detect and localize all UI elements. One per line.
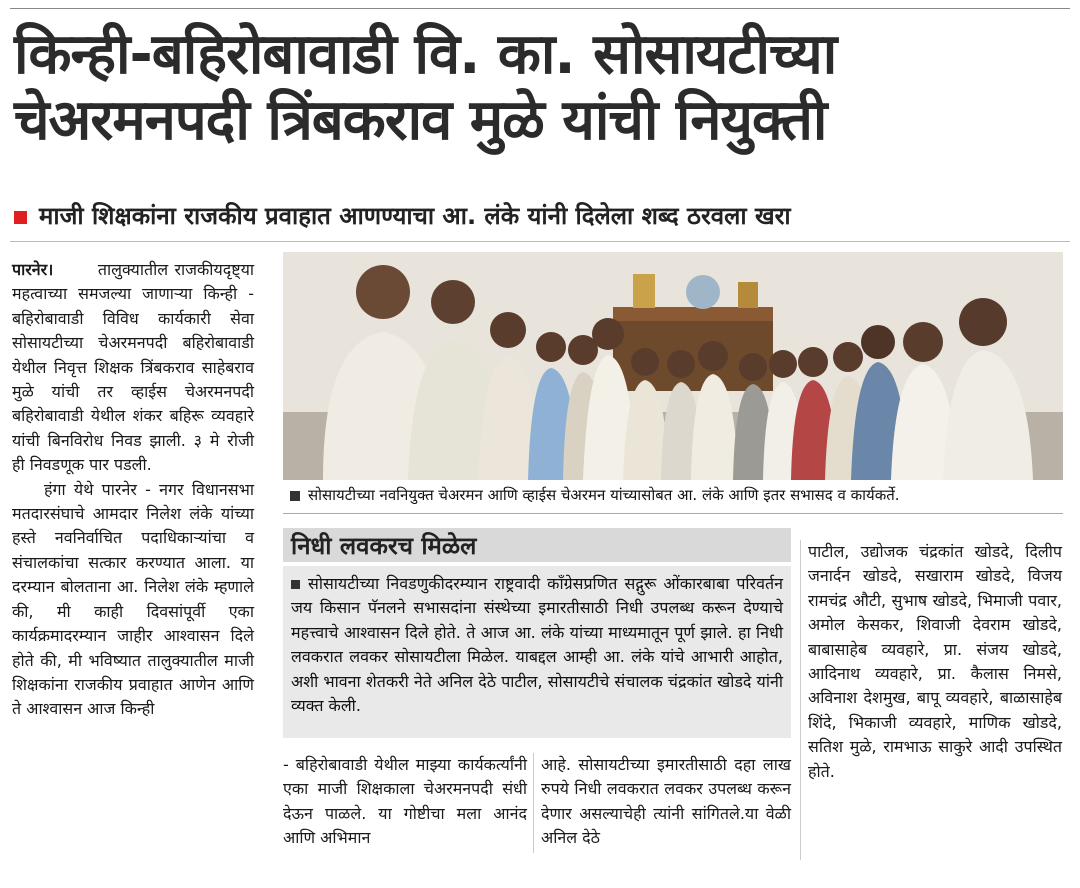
headline-line-1: किन्ही-बहिरोबावाडी वि. का. सोसायटीच्या (14, 22, 837, 87)
article-column-right (808, 540, 1062, 784)
article-paragraph-2: हंगा येथे पारनेर - नगर विधानसभा मतदारसंघाचे आमदार निलेश लंके यांच्या हस्ते नवनिर्वाचित पदाधिकाऱ्यांचा व संचालकांचा सत्कार करण्यात आला. या दरम्यान बोलताना आ. निलेश लंके म्हणाले की, मी काही दिवसांपूर्वी एका कार्यक्रमादरम्यान जाहीर आश्वासन दिले होते की, मी भविष्यात तालुक्यातील माजी शिक्षकांना राजकीय प्रवाहात आणेन आणि ते आश्वासन आज किन्ही (12, 479, 254, 719)
article-column-mid-2 (541, 753, 791, 851)
article-mid-1-text: - बहिरोबावाडी येथील माझ्या कार्यकर्त्यांनी एका माजी शिक्षकाला चेअरमनपदी संधी देऊन पाळले. या गोष्टीचा मला आनंद आणि अभिमान (283, 755, 527, 848)
caption-rule (283, 513, 1063, 514)
article-right-text: पाटील, उद्योजक चंद्रकांत खोडदे, दिलीप जनार्दन खोडदे, सखाराम खोडदे, विजय रामचंद्र औटी, सुभाष खोडदे, भिमाजी पवार, अमोल केसकर, शिवाजी देवराम खोडदे, बाबासाहेब व्यवहारे, प्रा. संजय खोडदे, आदिनाथ व्यवहारे, प्रा. कैलास निमसे, अविनाश देशमुख, बापू व्यवहारे, बाळासाहेब शिंदे, भिकाजी व्यवहारे, माणिक खोडदे, सतिश मुळे, रामभाऊ साकुरे आदी उपस्थित होते. (808, 542, 1062, 781)
sidebar-box-heading-text: निधी लवकरच मिळेल (291, 532, 477, 560)
article-paragraph-1: तालुक्यातील राजकीयदृष्ट्या महत्वाच्या समजल्या जाणाऱ्या किन्ही - बहिरोबावाडी विविध कार्यकारी सेवा सोसायटीच्या चेअरमनपदी बहिरोबावाडी येथील निवृत्त शिक्षक त्रिंबकराव साहेबराव मुळे यांची तर व्हाईस चेअरमनपदी बहिरोबावाडी येथील शंकर बहिरू व्यवहारे यांची बिनविरोध निवड झाली. ३ मे रोजी ही निवडणूक पार पडली. (12, 260, 254, 475)
column-divider (800, 540, 801, 860)
sidebar-box-text: सोसायटीच्या निवडणुकीदरम्यान राष्ट्रवादी काँग्रेसप्रणित सद्गुरू ओंकारबाबा परिवर्तन जय किसान पॅनलने सभासदांना संस्थेच्या इमारतीसाठी निधी उपलब्ध करून देण्याचे महत्त्वाचे आश्वासन दिले होते. ते आज आ. लंके यांच्या माध्यमातून पूर्ण झाले. हा निधी लवकरात लवकर सोसायटीला मिळेल. याबद्दल आम्ही आ. लंके यांचे आभारी आहोत, अशी भावना शेतकरी नेते अनिल देठे पाटील, सोसायटीचे संचालक चंद्रकांत खोडदे यांनी व्यक्त केली. (291, 574, 783, 716)
box-square-bullet-icon (291, 580, 300, 589)
photo-caption (290, 484, 1070, 506)
subheadline-rule (10, 241, 1070, 242)
caption-square-bullet-icon (290, 491, 300, 501)
top-rule (10, 8, 1070, 9)
sidebar-box-heading (283, 528, 791, 562)
sidebar-box (283, 566, 791, 738)
article-mid-2-text: आहे. सोसायटीच्या इमारतीसाठी दहा लाख रुपये निधी लवकरात लवकर उपलब्ध करून देणार असल्याचेही त्यांनी सांगितले.या वेळी अनिल देठे (541, 755, 791, 848)
column-divider (533, 753, 534, 853)
group-photo-illustration (283, 252, 1063, 480)
subheadline (14, 200, 1074, 232)
headline (14, 22, 1074, 154)
red-square-bullet-icon (14, 211, 27, 224)
headline-line-2: चेअरमनपदी त्रिंबकराव मुळे यांची नियुक्ती (14, 88, 827, 153)
subheadline-text: माजी शिक्षकांना राजकीय प्रवाहात आणण्याचा आ. लंके यांनी दिलेला शब्द ठरवला खरा (39, 202, 791, 230)
article-column-left (12, 258, 254, 722)
dateline: पारनेर। (12, 260, 54, 279)
group-photo (283, 252, 1063, 480)
photo-caption-text: सोसायटीच्या नवनियुक्त चेअरमन आणि व्हाईस चेअरमन यांच्यासोबत आ. लंके आणि इतर सभासद व कार्यकर्ते. (308, 486, 900, 504)
article-column-mid-1 (283, 753, 527, 851)
